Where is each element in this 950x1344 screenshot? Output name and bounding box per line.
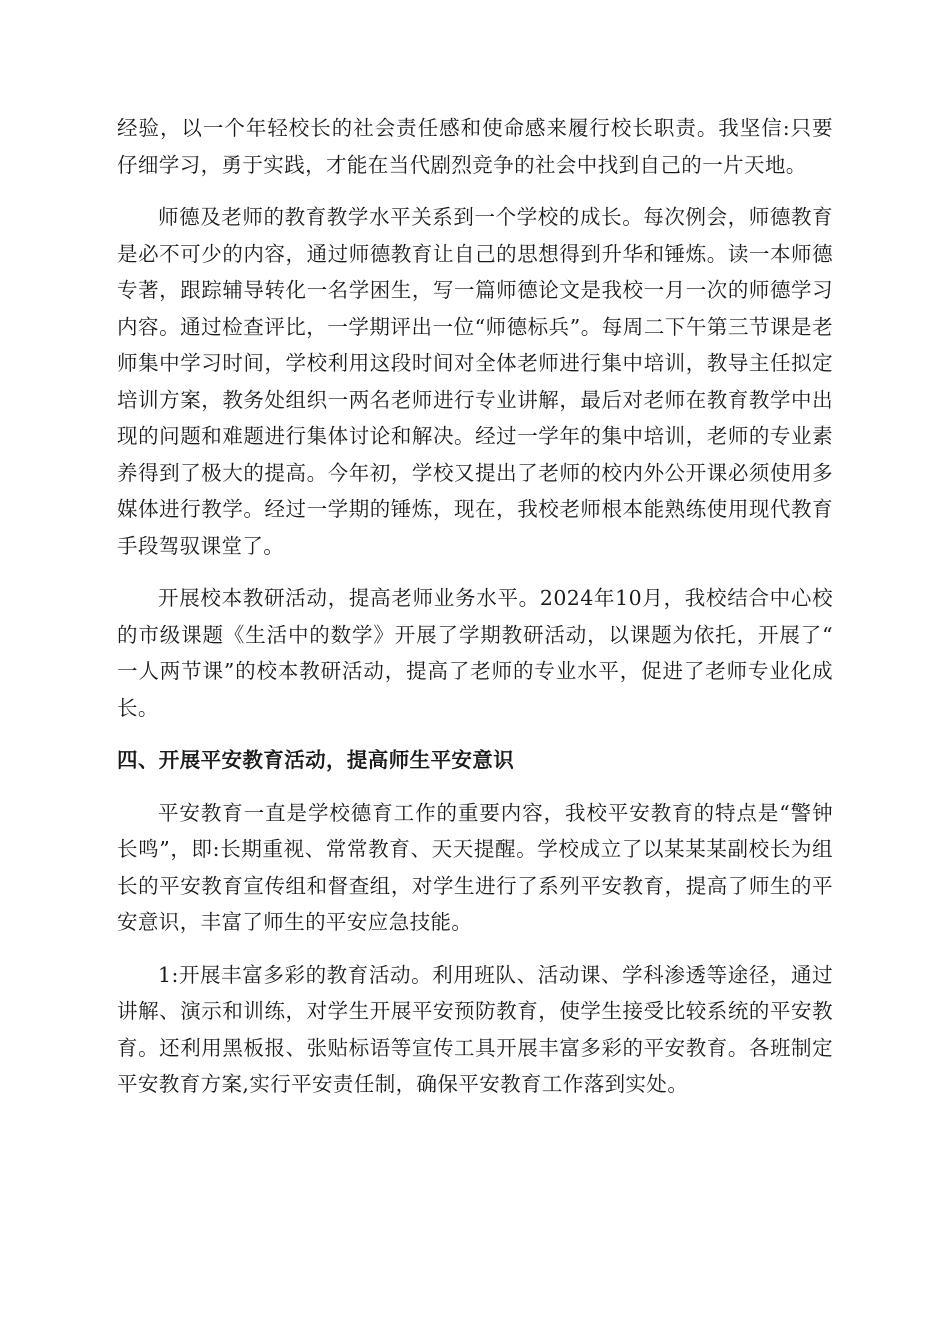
document-page <box>117 110 833 1119</box>
paragraph-experience: 经验，以一个年轻校长的社会责任感和使命感来履行校长职责。我坚信:只要仔细学习，勇于实践，才能在当代剧烈竞争的社会中找到自己的一片天地。 <box>117 116 833 177</box>
paragraph-safety-education: 平安教育一直是学校德育工作的重要内容，我校平安教育的特点是“警钟长鸣”，即:长期重视、常常教育、天天提醒。学校成立了以某某某副校长为组长的平安教育宣传组和督查组，对学生进行了系列平安教育，提高了师生的平安意识，丰富了师生的平安应急技能。 <box>117 800 833 934</box>
paragraph-school-research: 开展校本教研活动，提高老师业务水平。2024年10月，我校结合中心校的市级课题《生活中的数学》开展了学期教研活动，以课题为依托，开展了“一人两节课”的校本教研活动，提高了老师的专业水平，促进了老师专业化成长。 <box>117 586 833 720</box>
paragraph-safety-activities: 1:开展丰富多彩的教育活动。利用班队、活动课、学科渗透等途径，通过讲解、演示和训练，对学生开展平安预防教育，使学生接受比较系统的平安教育。还利用黑板报、张贴标语等宣传工具开展丰富多彩的平安教育。各班制定平安教育方案,实行平安责任制，确保平安教育工作落到实处。 <box>117 962 833 1096</box>
paragraph-teacher-ethics: 师德及老师的教育教学水平关系到一个学校的成长。每次例会，师德教育是必不可少的内容，通过师德教育让自己的思想得到升华和锤炼。读一本师德专著，跟踪辅导转化一名学困生，写一篇师德论文是我校一月一次的师德学习内容。通过检查评比，一学期评出一位“师德标兵”。每周二下午第三节课是老师集中学习时间，学校利用这段时间对全体老师进行集中培训，教导主任拟定培训方案，教务处组织一两名老师进行专业讲解，最后对老师在教育教学中出现的问题和难题进行集体讨论和解决。经过一学年的集中培训，老师的专业素养得到了极大的提高。今年初，学校又提出了老师的校内外公开课必须使用多媒体进行教学。经过一学期的锤炼，现在，我校老师根本能熟练使用现代教育手段驾驭课堂了。 <box>117 205 833 558</box>
section-heading-safety: 四、开展平安教育活动，提高师生平安意识 <box>117 748 515 772</box>
